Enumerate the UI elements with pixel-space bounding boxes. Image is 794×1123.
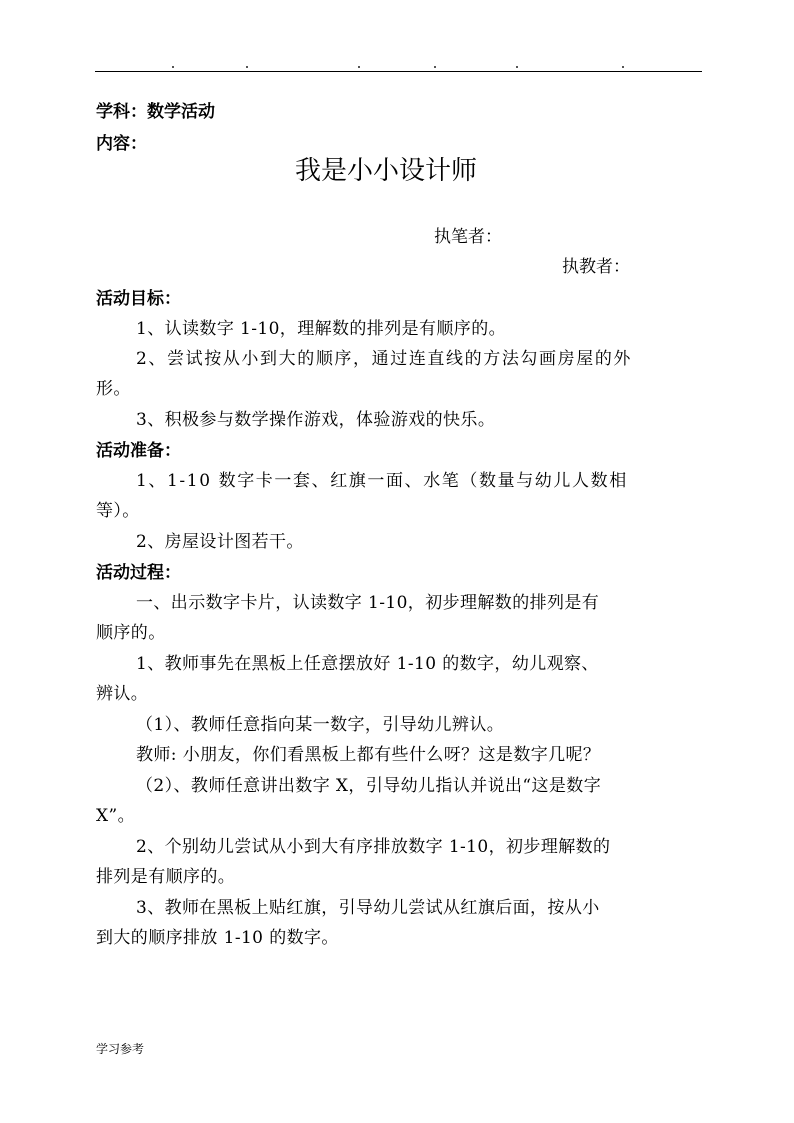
header-dots [0, 60, 794, 70]
subject-label: 学科：数学活动 [96, 102, 215, 122]
goal-line: 1、认读数字 1-10，理解数的排列是有顺序的。 [136, 319, 507, 339]
process-line: 一、出示数字卡片，认读数字 1-10，初步理解数的排列是有 [136, 593, 600, 613]
goal-line: 3、积极参与数学操作游戏，体验游戏的快乐。 [136, 410, 496, 430]
prep-line: 1、1-10 数字卡一套、红旗一面、水笔（数量与幼儿人数相 [136, 471, 628, 491]
process-line: （1）、教师任意指向某一数字，引导幼儿辨认。 [136, 715, 505, 735]
process-line: 1、教师事先在黑板上任意摆放好 1-10 的数字，幼儿观察、 [136, 654, 599, 674]
process-heading: 活动过程： [96, 563, 181, 583]
header-rule [95, 71, 702, 72]
process-line: 教师: 小朋友，你们看黑板上都有些什么呀？这是数字几呢？ [136, 745, 601, 765]
goal-line: 形。 [96, 379, 131, 399]
prep-line: 2、房屋设计图若干。 [136, 532, 304, 552]
footer-note: 学习参考 [96, 1042, 145, 1056]
content-label: 内容： [96, 134, 147, 154]
goals-heading: 活动目标： [96, 289, 181, 309]
process-line: X”。 [96, 806, 135, 826]
process-line: 顺序的。 [96, 623, 166, 643]
process-line: 到大的顺序排放 1-10 的数字。 [96, 928, 339, 948]
process-line: 辨认。 [96, 684, 149, 704]
goal-line: 2、尝试按从小到大的顺序，通过连直线的方法勾画房屋的外 [136, 349, 633, 369]
page-title: 我是小小设计师 [295, 156, 478, 186]
writer-label: 执笔者： [434, 227, 502, 247]
teacher-label: 执教者： [562, 257, 630, 277]
prep-line: 等）。 [96, 501, 140, 521]
process-line: 排列是有顺序的。 [96, 867, 236, 887]
process-line: （2）、教师任意讲出数字 X，引导幼儿指认并说出“这是数字 [136, 776, 602, 796]
process-line: 2、个别幼儿尝试从小到大有序排放数字 1-10，初步理解数的 [136, 837, 611, 857]
process-line: 3、教师在黑板上贴红旗，引导幼儿尝试从红旗后面，按从小 [136, 898, 600, 918]
prep-heading: 活动准备： [96, 441, 181, 461]
